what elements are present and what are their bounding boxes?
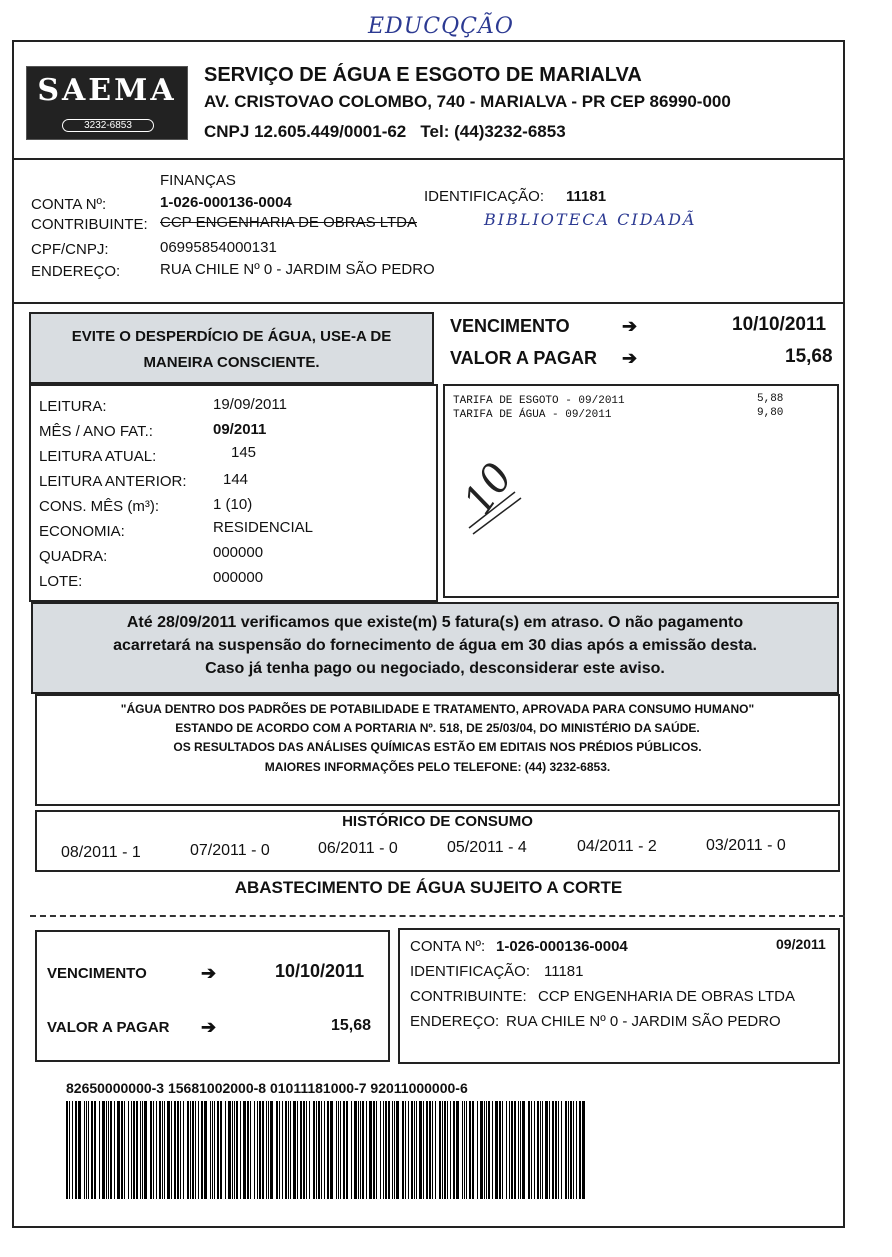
barcode-bar	[187, 1101, 189, 1199]
barcode-bar	[285, 1101, 287, 1199]
stub-vencimento-value: 10/10/2011	[275, 961, 365, 981]
stub-contrib-value: CCP ENGENHARIA DE OBRAS LTDA	[538, 988, 796, 1005]
barcode-bar	[254, 1101, 255, 1199]
barcode-bar	[297, 1101, 298, 1199]
barcode-bar	[509, 1101, 510, 1199]
barcode-bar	[462, 1101, 463, 1199]
barcode-bar	[484, 1101, 485, 1199]
barcode-bar	[552, 1101, 554, 1199]
barcode-bar	[392, 1101, 393, 1199]
reading-row	[39, 569, 434, 598]
barcode-bar	[99, 1101, 100, 1199]
barcode-bar	[293, 1101, 296, 1199]
history-title: HISTÓRICO DE CONSUMO	[342, 813, 533, 830]
due-summary	[440, 308, 840, 380]
barcode-bar	[190, 1101, 191, 1199]
barcode-bar	[582, 1101, 585, 1199]
barcode-bar	[212, 1101, 213, 1199]
barcode-bar	[340, 1101, 341, 1199]
barcode-bar	[290, 1101, 291, 1199]
barcode-bar	[373, 1101, 375, 1199]
barcode-bar	[492, 1101, 493, 1199]
conservation-notice	[29, 312, 434, 384]
reading-value: 1 (10)	[213, 496, 253, 513]
account-section	[14, 160, 843, 304]
reading-row	[39, 473, 434, 498]
history-item: 03/2011 - 0	[706, 837, 786, 854]
notice-line-1: EVITE O DESPERDÍCIO DE ÁGUA, USE-A DE	[71, 328, 392, 345]
handwritten-mark: 10	[455, 454, 522, 524]
barcode-bar	[217, 1101, 219, 1199]
ident-value: 11181	[566, 188, 607, 205]
saema-logo	[26, 66, 188, 140]
stub-conta-value: 1-026-000136-0004	[496, 938, 628, 955]
barcode-bar	[405, 1101, 406, 1199]
barcode-bar	[316, 1101, 317, 1199]
barcode-bar	[288, 1101, 289, 1199]
barcode-bar	[268, 1101, 269, 1199]
barcode-bar	[366, 1101, 367, 1199]
reading-row	[39, 444, 434, 473]
barcode-bar	[576, 1101, 577, 1199]
arrow-icon: ➔	[622, 316, 638, 336]
tariff-value: 9,80	[757, 407, 784, 419]
barcode-bar	[444, 1101, 446, 1199]
conta-label: CONTA Nº:	[31, 196, 107, 213]
barcode-bar	[214, 1101, 215, 1199]
barcode-bar	[549, 1101, 550, 1199]
stub-valor-label: VALOR A PAGAR	[47, 1019, 170, 1036]
barcode-bar	[394, 1101, 395, 1199]
barcode-bar	[362, 1101, 364, 1199]
barcode-bar	[450, 1101, 451, 1199]
barcode-bar	[380, 1101, 381, 1199]
barcode-bar	[514, 1101, 516, 1199]
stub-endereco-label: ENDEREÇO:	[410, 1013, 500, 1030]
reading-label: LEITURA ANTERIOR:	[39, 473, 187, 490]
barcode-bar	[561, 1101, 562, 1199]
endereco-value: RUA CHILE Nº 0 - JARDIM SÃO PEDRO	[160, 261, 435, 278]
barcode-bar	[555, 1101, 557, 1199]
handwritten-contrib-note: BIBLIOTECA CIDADÃ	[484, 210, 697, 229]
barcode-bar	[570, 1101, 572, 1199]
barcode-bar	[232, 1101, 233, 1199]
vencimento-label: VENCIMENTO	[450, 316, 570, 336]
barcode-bar	[466, 1101, 467, 1199]
history-item: 05/2011 - 4	[447, 839, 527, 856]
barcode-bar	[309, 1101, 310, 1199]
barcode-number: 82650000000-3 15681002000-8 01011181000-7 92011000000-6	[66, 1080, 468, 1096]
barcode-bar	[318, 1101, 320, 1199]
valor-value: 15,68	[785, 346, 833, 367]
stub-month: 09/2011	[776, 936, 826, 952]
reading-value: 144	[223, 471, 249, 488]
barcode-bar	[177, 1101, 179, 1199]
barcode-bar	[499, 1101, 501, 1199]
barcode-bar	[124, 1101, 125, 1199]
barcode-bar	[520, 1101, 521, 1199]
arrow-icon: ➔	[622, 348, 638, 368]
barcode-bar	[171, 1101, 172, 1199]
handwritten-strokes	[465, 486, 525, 536]
barcode-bar	[131, 1101, 132, 1199]
reading-row	[39, 398, 434, 423]
barcode-bar	[486, 1101, 487, 1199]
barcode-bar	[192, 1101, 194, 1199]
barcode-bar	[88, 1101, 89, 1199]
reading-label: QUADRA:	[39, 548, 108, 565]
barcode-bar	[86, 1101, 87, 1199]
barcode-bar	[408, 1101, 409, 1199]
barcode-bar	[262, 1101, 264, 1199]
logo-phone: 3232-6853	[62, 119, 154, 132]
reading-label: ECONOMIA:	[39, 523, 125, 540]
warning-line-2: acarretará na suspensão do fornecimento de água em 30 dias após a emissão desta.	[113, 637, 757, 654]
contrib-value: CCP ENGENHARIA DE OBRAS LTDA	[160, 214, 418, 231]
barcode-bar	[128, 1101, 129, 1199]
barcode-bar	[156, 1101, 157, 1199]
barcode-bar	[511, 1101, 513, 1199]
barcode-bar	[225, 1101, 226, 1199]
barcode-bar	[360, 1101, 361, 1199]
company-title: SERVIÇO DE ÁGUA E ESGOTO DE MARIALVA	[204, 64, 642, 86]
company-cnpj-phone: CNPJ 12.605.449/0001-62 Tel: (44)3232-6853	[204, 122, 566, 141]
history-item: 07/2011 - 0	[190, 842, 270, 859]
barcode-bar	[270, 1101, 273, 1199]
barcode-bar	[402, 1101, 404, 1199]
cpf-label: CPF/CNPJ:	[31, 241, 109, 258]
barcode-bar	[167, 1101, 170, 1199]
barcode-bar	[502, 1101, 503, 1199]
barcode-bar	[94, 1101, 96, 1199]
quality-line-3: OS RESULTADOS DAS ANÁLISES QUÍMICAS ESTÃO EM EDITAIS NOS PRÉDIOS PÚBLICOS.	[173, 740, 702, 754]
barcode-bar	[383, 1101, 384, 1199]
barcode-bar	[439, 1101, 441, 1199]
barcode-bar	[343, 1101, 345, 1199]
barcode-bar	[518, 1101, 519, 1199]
barcode-bar	[257, 1101, 258, 1199]
reading-value: 09/2011	[213, 421, 267, 438]
tear-line	[30, 915, 845, 917]
barcode-bar	[243, 1101, 246, 1199]
tariff-value: 5,88	[757, 393, 784, 405]
barcode-bar	[72, 1101, 73, 1199]
barcode-bar	[174, 1101, 176, 1199]
barcode-bar	[531, 1101, 532, 1199]
stub-account-box	[398, 928, 840, 1064]
arrow-icon: ➔	[201, 963, 217, 983]
supply-cut-notice: ABASTECIMENTO DE ÁGUA SUJEITO A CORTE	[234, 878, 623, 897]
dept-label: FINANÇAS	[160, 172, 236, 189]
stub-contrib-label: CONTRIBUINTE:	[410, 988, 527, 1005]
barcode	[66, 1101, 590, 1199]
stub-ident-label: IDENTIFICAÇÃO:	[410, 963, 531, 980]
barcode-bar	[234, 1101, 235, 1199]
reading-label: CONS. MÊS (m³):	[39, 498, 159, 515]
barcode-bar	[136, 1101, 138, 1199]
barcode-bar	[324, 1101, 325, 1199]
barcode-bar	[336, 1101, 337, 1199]
barcode-bar	[204, 1101, 207, 1199]
barcode-bar	[266, 1101, 267, 1199]
reading-box	[29, 384, 438, 602]
barcode-bar	[66, 1101, 68, 1199]
reading-label: LOTE:	[39, 573, 83, 590]
stub-valor-value: 15,68	[331, 1017, 372, 1034]
barcode-bar	[121, 1101, 123, 1199]
barcode-bar	[573, 1101, 574, 1199]
warning-line-3: Caso já tenha pago ou negociado, desconsiderar este aviso.	[205, 660, 665, 677]
barcode-bar	[506, 1101, 507, 1199]
barcode-bar	[110, 1101, 112, 1199]
barcode-bar	[236, 1101, 238, 1199]
barcode-bar	[456, 1101, 459, 1199]
barcode-bar	[228, 1101, 231, 1199]
barcode-bar	[162, 1101, 163, 1199]
barcode-bar	[282, 1101, 283, 1199]
stub-endereco-value: RUA CHILE Nº 0 - JARDIM SÃO PEDRO	[506, 1013, 781, 1030]
barcode-bar	[106, 1101, 107, 1199]
barcode-bar	[488, 1101, 490, 1199]
barcode-bar	[358, 1101, 359, 1199]
barcode-bar	[579, 1101, 581, 1199]
quality-line-1: "ÁGUA DENTRO DOS PADRÕES DE POTABILIDADE E TRATAMENTO, APROVADA PARA CONSUMO HUMANO"	[120, 702, 755, 716]
barcode-bar	[279, 1101, 280, 1199]
stub-conta-label: CONTA Nº:	[410, 938, 486, 955]
barcode-bar	[164, 1101, 165, 1199]
barcode-bar	[338, 1101, 339, 1199]
reading-list	[39, 398, 434, 598]
barcode-bar	[534, 1101, 535, 1199]
barcode-bar	[240, 1101, 241, 1199]
company-address: AV. CRISTOVAO COLOMBO, 740 - MARIALVA - PR CEP 86990-000	[204, 92, 731, 111]
reading-value: 19/09/2011	[213, 396, 287, 413]
barcode-bar	[180, 1101, 181, 1199]
barcode-bar	[453, 1101, 455, 1199]
barcode-bar	[144, 1101, 147, 1199]
consumption-history	[35, 810, 840, 872]
reading-label: LEITURA ATUAL:	[39, 448, 157, 465]
header-section	[14, 42, 843, 160]
barcode-bar	[522, 1101, 525, 1199]
barcode-bar	[396, 1101, 399, 1199]
barcode-bar	[537, 1101, 539, 1199]
barcode-bar	[306, 1101, 307, 1199]
barcode-bar	[91, 1101, 93, 1199]
barcode-bar	[195, 1101, 196, 1199]
history-item: 06/2011 - 0	[318, 840, 398, 857]
barcode-bar	[558, 1101, 559, 1199]
history-item: 08/2011 - 1	[61, 844, 141, 861]
vencimento-value: 10/10/2011	[732, 314, 827, 335]
barcode-bar	[388, 1101, 390, 1199]
barcode-bar	[313, 1101, 315, 1199]
reading-value: RESIDENCIAL	[213, 519, 314, 536]
barcode-bar	[259, 1101, 261, 1199]
notice-line-2: MANEIRA CONSCIENTE.	[143, 354, 320, 371]
reading-value: 145	[231, 444, 257, 461]
barcode-bar	[472, 1101, 474, 1199]
history-item: 04/2011 - 2	[577, 838, 657, 855]
reading-label: MÊS / ANO FAT.:	[39, 423, 153, 440]
reading-value: 000000	[213, 569, 264, 586]
barcode-bar	[442, 1101, 443, 1199]
barcode-bar	[321, 1101, 322, 1199]
barcode-bar	[330, 1101, 333, 1199]
contrib-label: CONTRIBUINTE:	[31, 216, 148, 233]
barcode-bar	[354, 1101, 357, 1199]
arrow-icon: ➔	[201, 1017, 217, 1037]
reading-label: LEITURA:	[39, 398, 107, 415]
warning-line-1: Até 28/09/2011 verificamos que existe(m) 5 fatura(s) em atraso. O não pagamento	[126, 614, 744, 631]
barcode-bar	[159, 1101, 161, 1199]
barcode-bar	[411, 1101, 413, 1199]
barcode-bar	[495, 1101, 498, 1199]
barcode-bar	[247, 1101, 249, 1199]
barcode-bar	[117, 1101, 120, 1199]
tariff-box	[443, 384, 839, 598]
barcode-bar	[78, 1101, 81, 1199]
barcode-bar	[276, 1101, 278, 1199]
barcode-bar	[327, 1101, 329, 1199]
quality-line-4: MAIORES INFORMAÇÕES PELO TELEFONE: (44) 3232-6853.	[264, 760, 611, 774]
barcode-bar	[480, 1101, 483, 1199]
barcode-bar	[568, 1101, 569, 1199]
quality-line-2: ESTANDO DE ACORDO COM A PORTARIA Nº. 518, DE 25/03/04, DO MINISTÉRIO DA SAÚDE.	[175, 721, 700, 735]
barcode-bar	[464, 1101, 465, 1199]
barcode-bar	[84, 1101, 85, 1199]
overdue-warning	[31, 602, 839, 694]
barcode-bar	[300, 1101, 302, 1199]
barcode-bar	[435, 1101, 436, 1199]
barcode-bar	[201, 1101, 203, 1199]
cpf-value: 06995854000131	[160, 239, 277, 256]
barcode-bar	[447, 1101, 448, 1199]
ident-label: IDENTIFICAÇÃO:	[424, 188, 545, 205]
valor-label: VALOR A PAGAR	[450, 348, 597, 368]
barcode-bar	[414, 1101, 415, 1199]
barcode-bar	[133, 1101, 135, 1199]
barcode-bar	[477, 1101, 478, 1199]
barcode-bar	[419, 1101, 422, 1199]
tariff-label: TARIFA DE ESGOTO - 09/2011	[453, 395, 625, 407]
barcode-bar	[140, 1101, 141, 1199]
barcode-bar	[469, 1101, 471, 1199]
barcode-bar	[542, 1101, 543, 1199]
barcode-bar	[385, 1101, 387, 1199]
barcode-bar	[102, 1101, 105, 1199]
barcode-bar	[416, 1101, 417, 1199]
barcode-bar	[346, 1101, 348, 1199]
stub-vencimento-label: VENCIMENTO	[47, 965, 147, 982]
stub-ident-value: 11181	[544, 963, 584, 980]
barcode-bar	[545, 1101, 548, 1199]
reading-value: 000000	[213, 544, 264, 561]
barcode-bar	[75, 1101, 77, 1199]
barcode-bar	[114, 1101, 115, 1199]
tariff-label: TARIFA DE ÁGUA - 09/2011	[453, 409, 612, 421]
barcode-bar	[565, 1101, 567, 1199]
barcode-bar	[153, 1101, 154, 1199]
barcode-bar	[108, 1101, 109, 1199]
stub-due-box	[35, 930, 390, 1062]
barcode-bar	[69, 1101, 70, 1199]
conta-value: 1-026-000136-0004	[160, 194, 292, 211]
barcode-bar	[423, 1101, 424, 1199]
water-quality-box	[35, 694, 840, 806]
barcode-bar	[376, 1101, 377, 1199]
barcode-bar	[528, 1101, 530, 1199]
barcode-bar	[540, 1101, 541, 1199]
barcode-bar	[429, 1101, 431, 1199]
barcode-bar	[198, 1101, 199, 1199]
barcode-bar	[210, 1101, 211, 1199]
barcode-bar	[351, 1101, 352, 1199]
barcode-bar	[220, 1101, 222, 1199]
barcode-bar	[150, 1101, 152, 1199]
endereco-label: ENDEREÇO:	[31, 263, 121, 280]
barcode-bar	[183, 1101, 184, 1199]
barcode-bar	[250, 1101, 251, 1199]
barcode-bar	[432, 1101, 433, 1199]
barcode-bar	[303, 1101, 305, 1199]
logo-text: SAEMA	[37, 73, 177, 108]
barcode-bar	[426, 1101, 428, 1199]
barcode-bar	[142, 1101, 143, 1199]
barcode-bar	[369, 1101, 372, 1199]
handwritten-top-note: EDUCQÇÃO	[368, 14, 514, 39]
